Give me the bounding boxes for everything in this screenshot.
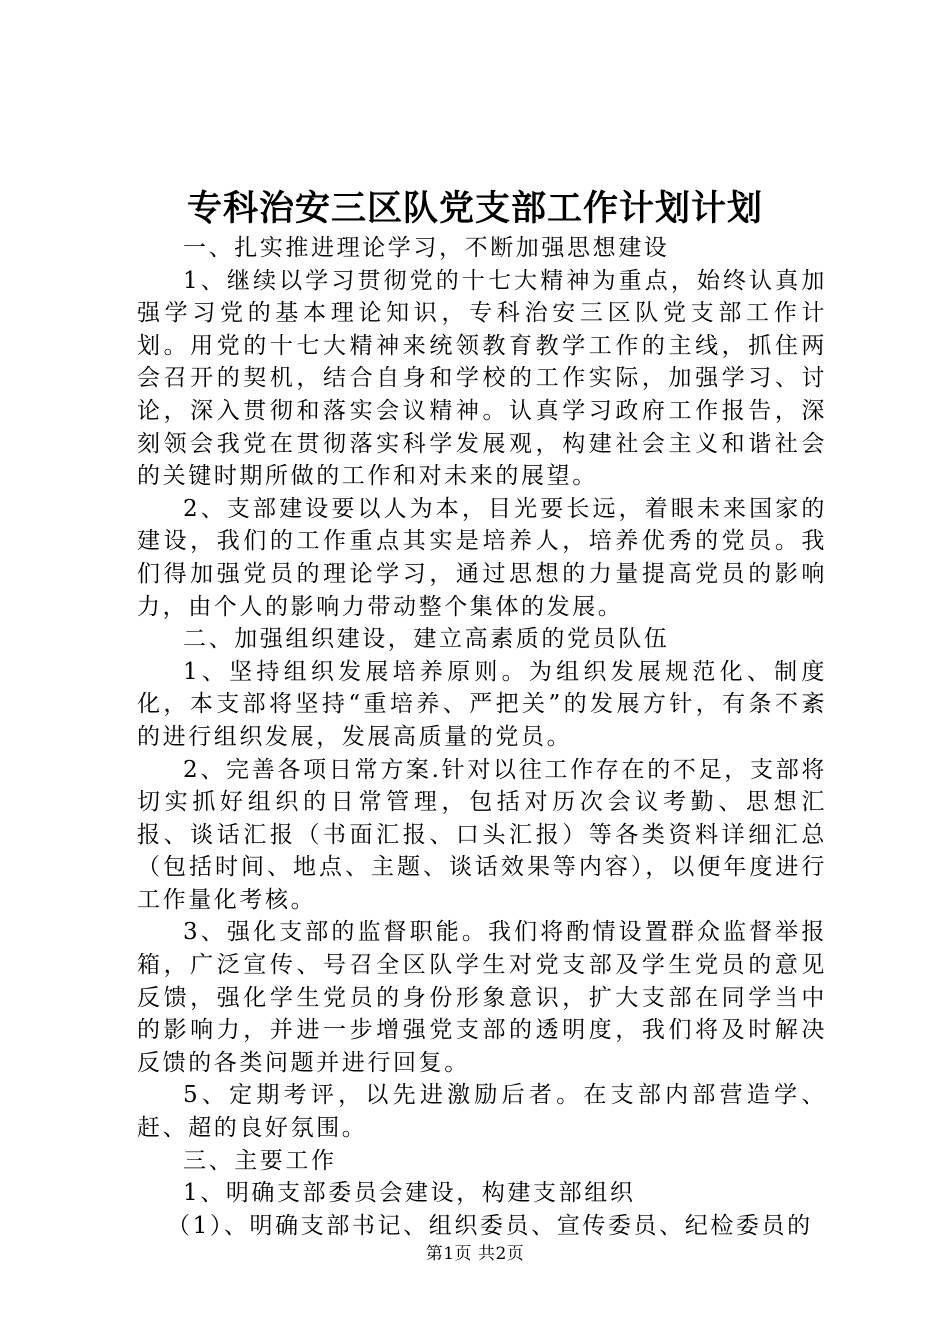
paragraph: 2、完善各项日常方案.针对以往工作存在的不足，支部将切实抓好组织的日常管理，包括对历次会议考勤、思想汇报、谈话汇报（书面汇报、口头汇报）等各类资料详细汇总（包括时间、地点、主题、谈话效果等内容），以便年度进行工作量化考核。 [137, 756, 827, 913]
paragraph: 3、强化支部的监督职能。我们将酌情设置群众监督举报箱，广泛宣传、号召全区队学生对党支部及学生党员的意见反馈，强化学生党员的身份形象意识，扩大支部在同学当中的影响力，并进一步增强党支部的透明度，我们将及时解决反馈的各类问题并进行回复。 [137, 919, 827, 1076]
paragraph: 5、定期考评，以先进激励后者。在支部内部营造学、赶、超的良好氛围。 [137, 1082, 827, 1142]
document-body [137, 232, 827, 1242]
paragraph: （1）、明确支部书记、组织委员、宣传委员、纪检委员的 [167, 1212, 813, 1239]
paragraph: 2、支部建设要以人为本，目光要长远，着眼未来国家的建设，我们的工作重点其实是培养人，培养优秀的党员。我们得加强党员的理论学习，通过思想的力量提高党员的影响力，由个人的影响力带动整个集体的发展。 [137, 495, 827, 620]
paragraph: 1、明确支部委员会建设，构建支部组织 [183, 1180, 636, 1207]
paragraph: 1、继续以学习贯彻党的十七大精神为重点，始终认真加强学习党的基本理论知识，专科治安三区队党支部工作计划。用党的十七大精神来统领教育教学工作的主线，抓住两会召开的契机，结合自身和学校的工作实际，加强学习、讨论，深入贯彻和落实会议精神。认真学习政府工作报告，深刻领会我党在贯彻落实科学发展观，构建社会主义和谐社会的关键时期所做的工作和对未来的展望。 [137, 267, 827, 490]
section-heading-1: 一、扎实推进理论学习，不断加强思想建设 [183, 235, 670, 261]
page-number: 第1页 共2页 [425, 1244, 525, 1264]
section-heading-3: 三、主要工作 [183, 1147, 337, 1174]
document-title: 专科治安三区队党支部工作计划计划 [186, 188, 763, 229]
paragraph: 1、坚持组织发展培养原则。为组织发展规范化、制度化，本支部将坚持“重培养、严把关”的发展方针，有条不紊的进行组织发展，发展高质量的党员。 [137, 658, 827, 750]
section-heading-2: 二、加强组织建设，建立高素质的党员队伍 [183, 626, 670, 653]
